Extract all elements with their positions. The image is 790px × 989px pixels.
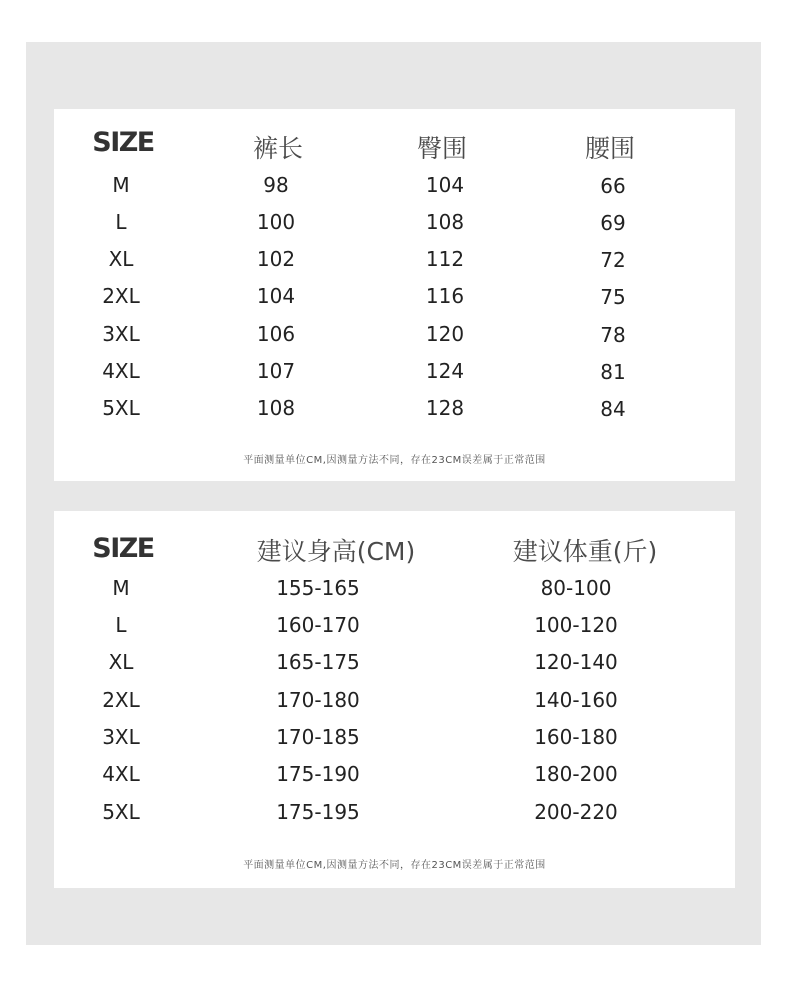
table-cell: 140-160: [534, 688, 618, 712]
measurement-note: 平面测量单位CM,因测量方法不同，存在23CM误差属于正常范围: [243, 860, 546, 871]
table-cell: 155-165: [276, 576, 360, 600]
table-cell: 78: [600, 323, 626, 347]
table-cell: 116: [425, 284, 465, 308]
table-cell: 160-170: [276, 613, 360, 637]
header-pants-length: 裤长: [252, 134, 304, 163]
table-cell: 2XL: [102, 284, 140, 308]
table-cell: 160-180: [534, 725, 618, 749]
header-size: SIZE: [92, 127, 154, 158]
header-recommended-height: 建议身高(CM): [256, 537, 416, 566]
table-cell: 102: [256, 247, 296, 271]
measurement-note: 平面测量单位CM,因测量方法不同，存在23CM误差属于正常范围: [243, 455, 546, 466]
table-cell: 170-180: [276, 688, 360, 712]
table-cell: M: [112, 173, 130, 197]
table-cell: XL: [108, 247, 134, 271]
header-waist: 腰围: [584, 134, 636, 163]
table-cell: L: [115, 210, 127, 234]
table-cell: 75: [600, 285, 626, 309]
table-cell: 100: [256, 210, 296, 234]
table-cell: XL: [108, 650, 134, 674]
table-cell: 81: [600, 360, 626, 384]
table-cell: 112: [425, 247, 465, 271]
table-cell: 5XL: [102, 396, 140, 420]
size-chart-recommendations: [54, 511, 735, 888]
header-size: SIZE: [92, 533, 154, 564]
table-cell: 108: [425, 210, 465, 234]
table-cell: 104: [425, 173, 465, 197]
table-cell: M: [112, 576, 130, 600]
table-cell: 66: [600, 174, 626, 198]
table-cell: 2XL: [102, 688, 140, 712]
table-cell: 72: [600, 248, 626, 272]
table-cell: 107: [256, 359, 296, 383]
table-cell: 4XL: [102, 359, 140, 383]
table-cell: 175-190: [276, 762, 360, 786]
table-cell: 3XL: [102, 322, 140, 346]
table-cell: L: [115, 613, 127, 637]
table-cell: 165-175: [276, 650, 360, 674]
table-cell: 128: [425, 396, 465, 420]
table-cell: 4XL: [102, 762, 140, 786]
table-cell: 3XL: [102, 725, 140, 749]
table-cell: 69: [600, 211, 626, 235]
table-cell: 100-120: [534, 613, 618, 637]
table-cell: 175-195: [276, 800, 360, 824]
table-cell: 84: [600, 397, 626, 421]
table-cell: 120: [425, 322, 465, 346]
header-recommended-weight: 建议体重(斤): [512, 537, 658, 566]
table-cell: 80-100: [540, 576, 612, 600]
table-cell: 104: [256, 284, 296, 308]
size-chart-pants-measurements: [54, 109, 735, 481]
header-hip: 臀围: [416, 134, 468, 163]
table-cell: 170-185: [276, 725, 360, 749]
table-cell: 108: [256, 396, 296, 420]
table-cell: 200-220: [534, 800, 618, 824]
table-cell: 98: [263, 173, 289, 197]
table-cell: 5XL: [102, 800, 140, 824]
table-cell: 124: [425, 359, 465, 383]
table-cell: 106: [256, 322, 296, 346]
table-cell: 180-200: [534, 762, 618, 786]
table-cell: 120-140: [534, 650, 618, 674]
